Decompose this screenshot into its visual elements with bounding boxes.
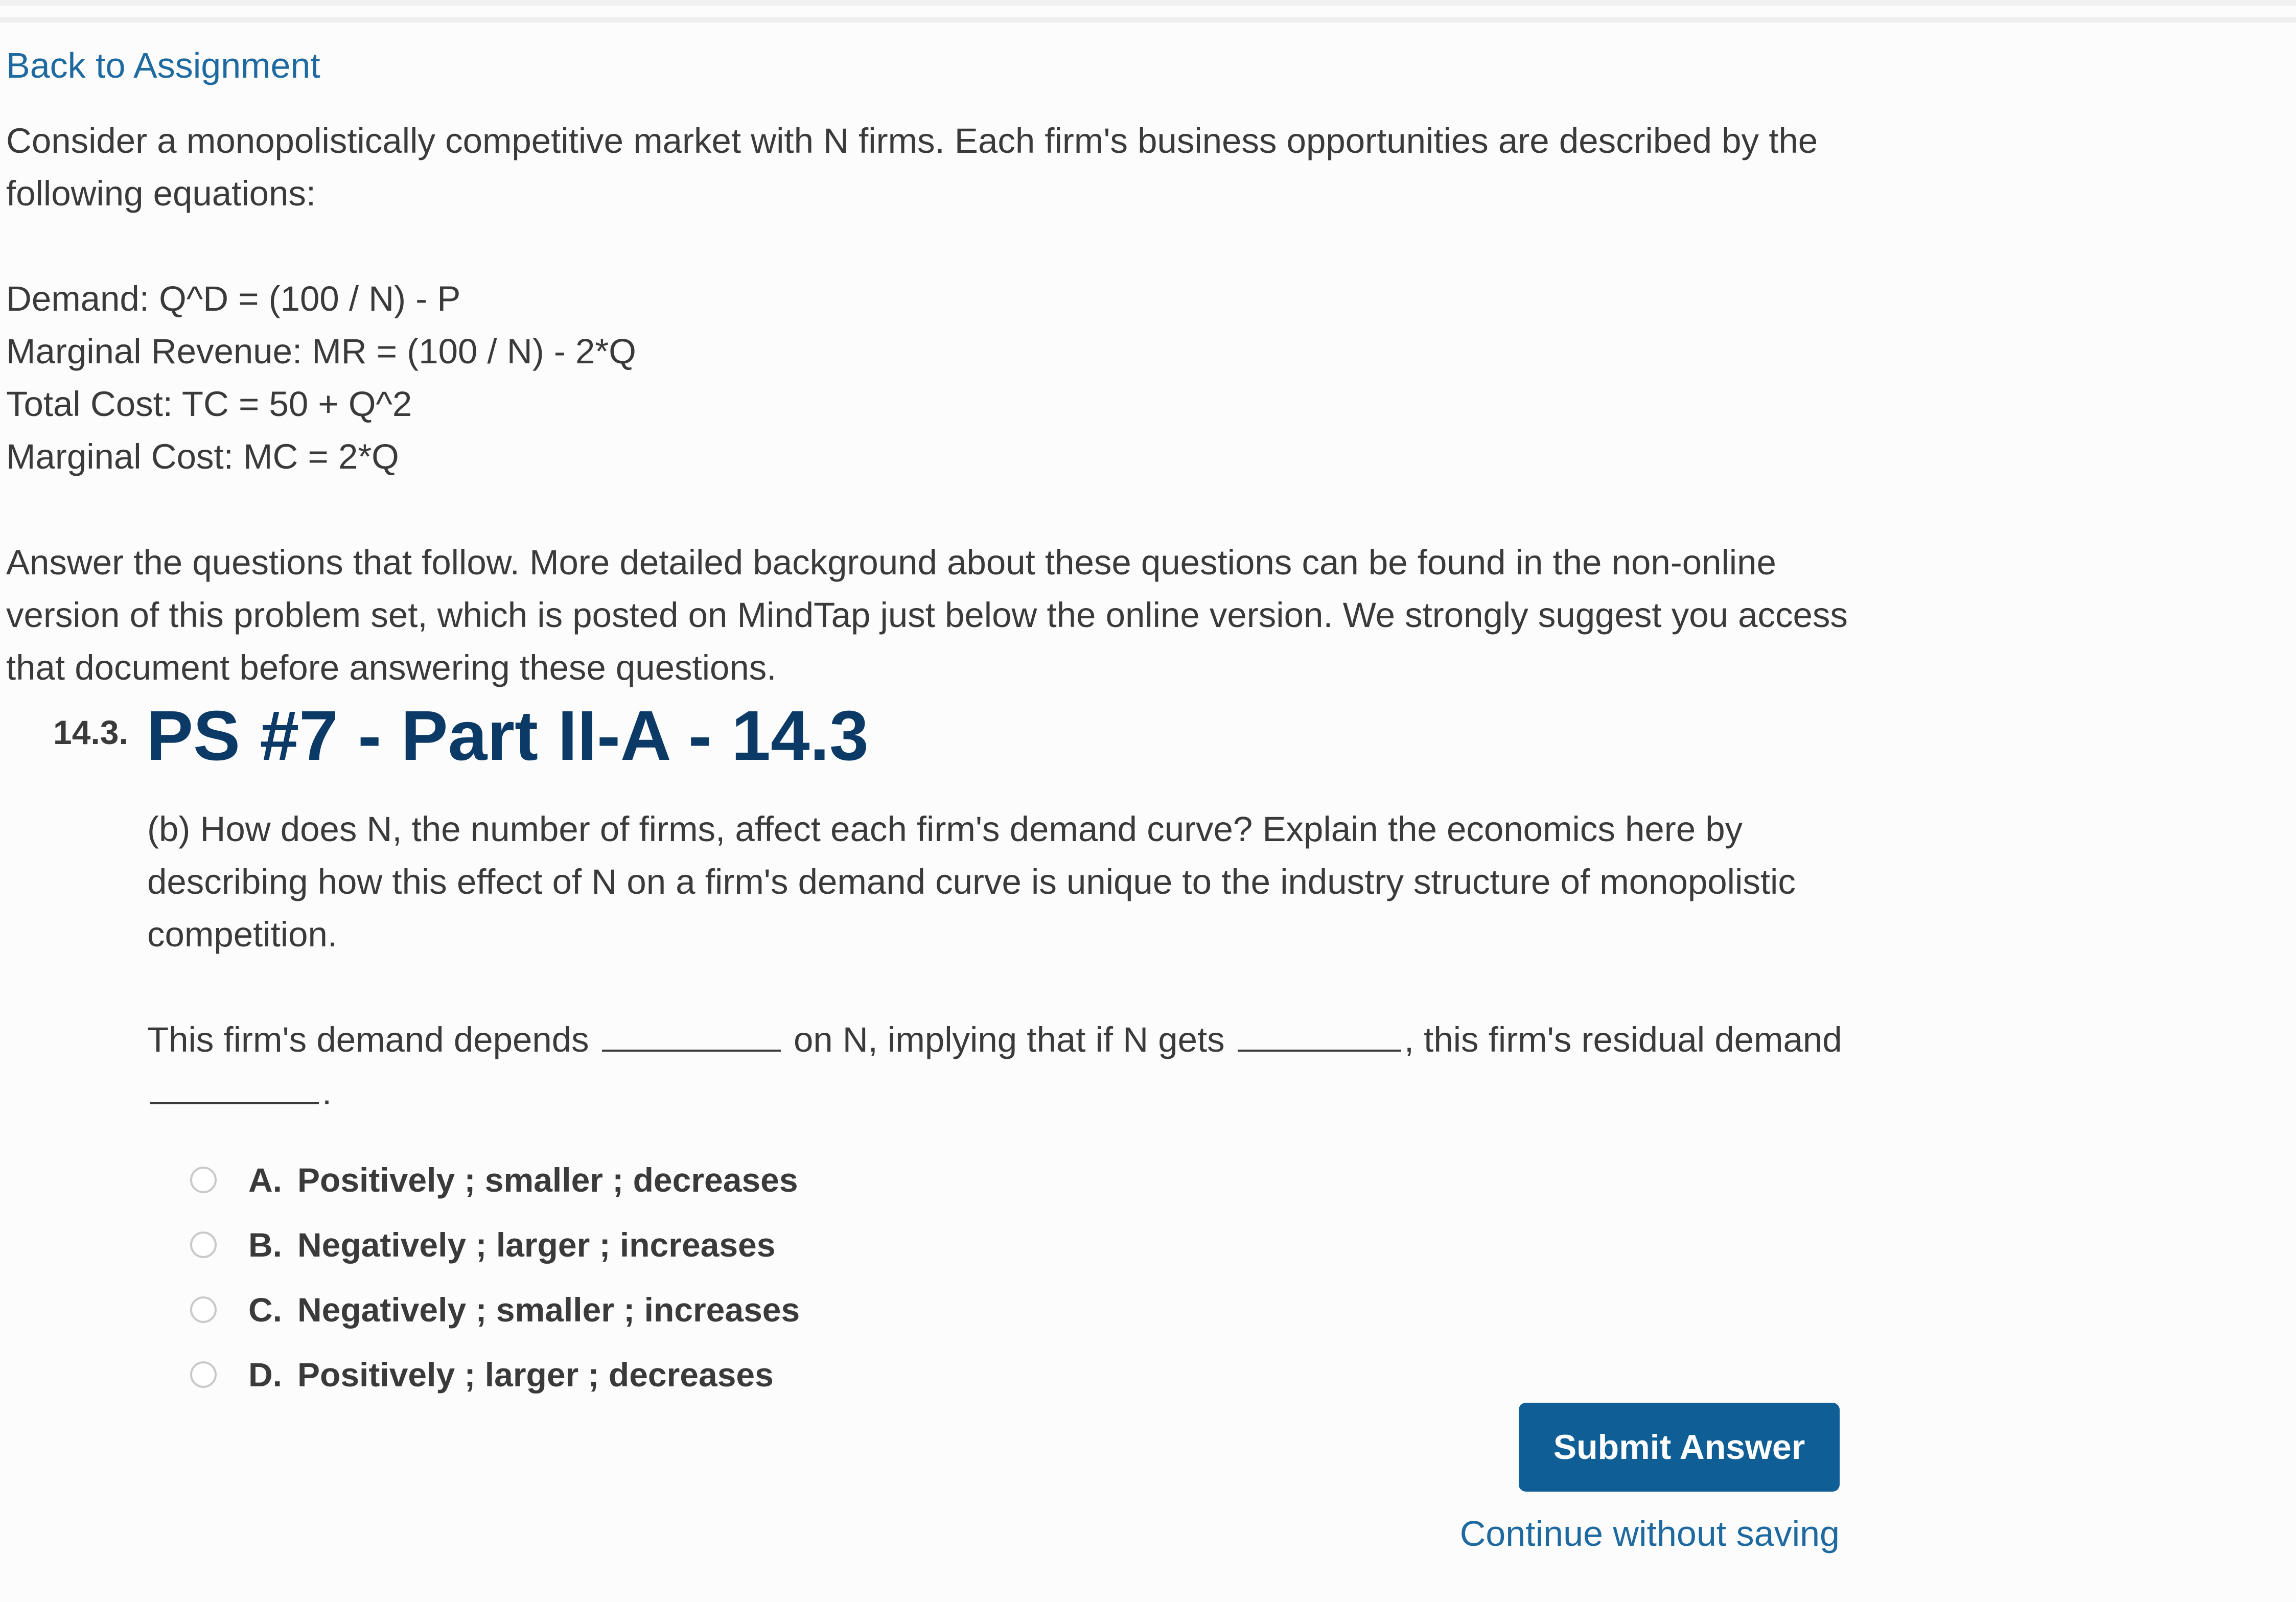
option-letter: D. [248,1355,282,1394]
option-letter: A. [248,1160,282,1199]
fill-in-part-2: on N, implying that if N gets [793,1020,1225,1059]
fill-in-sentence [147,1013,1874,1119]
option-d[interactable] [190,1342,1212,1407]
answer-options [190,1147,1212,1407]
option-label[interactable]: Positively ; smaller ; decreases [297,1160,798,1199]
option-label[interactable]: Negatively ; smaller ; increases [297,1290,800,1329]
question-title: PS #7 - Part II-A - 14.3 [146,696,869,775]
radio-button[interactable] [190,1361,217,1388]
top-divider [0,17,2296,22]
question-prompt: (b) How does N, the number of firms, affect each firm's demand curve? Explain the economics here by describing how this effect of N on a firm's demand curve is unique to the industry structure of monopolistic competition. [147,809,1796,954]
radio-button[interactable] [190,1167,217,1193]
problem-intro: Consider a monopolistically competitive market with N firms. Each firm's business opportunities are described by the following equations: [6,121,1818,213]
equation-marginal-revenue: Marginal Revenue: MR = (100 / N) - 2*Q [6,332,636,371]
blank-2 [1238,1014,1401,1052]
continue-without-saving-link[interactable]: Continue without saving [1459,1514,1840,1553]
option-letter: B. [248,1225,282,1264]
option-label[interactable]: Positively ; larger ; decreases [297,1355,774,1394]
equation-demand: Demand: Q^D = (100 / N) - P [6,279,461,318]
top-border [0,0,2296,6]
equation-marginal-cost: Marginal Cost: MC = 2*Q [6,437,399,476]
fill-in-part-4: . [322,1073,332,1112]
option-b[interactable] [190,1212,1212,1277]
instructions-text: Answer the questions that follow. More detailed background about these questions can be found in the non-online version of this problem set, which is posted on MindTap just below the online version. We strongly suggest you access that document before answering these questions. [6,543,1848,687]
fill-in-part-3: , this firm's residual demand [1404,1020,1842,1059]
radio-button[interactable] [190,1296,217,1323]
option-label[interactable]: Negatively ; larger ; increases [297,1225,776,1264]
option-c[interactable] [190,1277,1212,1342]
equations-list [6,272,1539,483]
blank-3 [150,1066,319,1104]
equation-total-cost: Total Cost: TC = 50 + Q^2 [6,384,412,424]
question-number: 14.3. [53,713,128,751]
fill-in-part-1: This firm's demand depends [147,1020,589,1059]
back-to-assignment-link[interactable]: Back to Assignment [6,45,320,85]
option-a[interactable] [190,1147,1212,1212]
option-letter: C. [248,1290,282,1329]
submit-answer-button[interactable]: Submit Answer [1519,1403,1840,1492]
blank-1 [602,1014,781,1052]
radio-button[interactable] [190,1232,217,1258]
